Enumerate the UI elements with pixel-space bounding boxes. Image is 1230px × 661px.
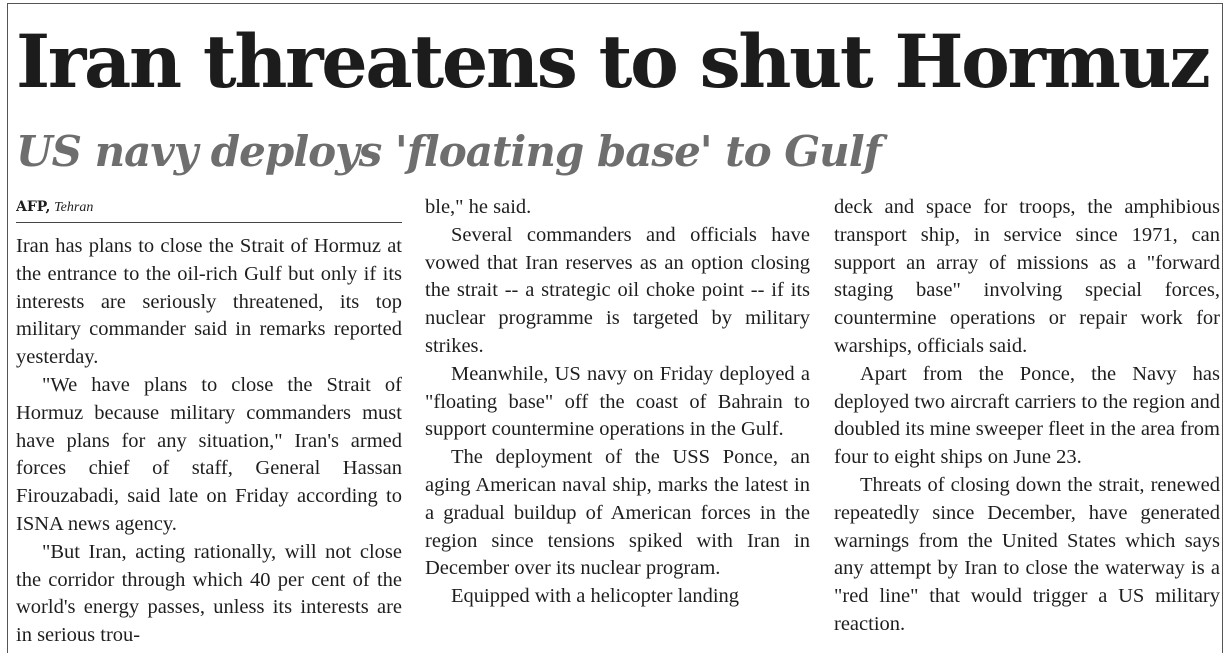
paragraph: The deployment of the USS Ponce, an aging American naval ship, marks the latest in a gradual buildup of American forces in the region since tensions spiked with Iran in December over its nuclear program. — [425, 446, 810, 580]
byline-place: Tehran — [54, 200, 94, 215]
paragraph: "But Iran, acting rationally, will not close the corridor through which 40 per cent of the world's energy passes, unless its interests are in serious trou- — [16, 540, 402, 647]
byline — [16, 192, 402, 223]
paragraph: Iran has plans to close the Strait of Hormuz at the entrance to the oil-rich Gulf but only if its interests are seriously threatened, its top military commander said in remarks reported yesterday. — [16, 235, 402, 369]
paragraph: Equipped with a helicopter landing — [451, 585, 740, 608]
article-column-1 — [16, 192, 402, 652]
byline-agency: AFP, — [16, 199, 51, 215]
subheadline: US navy deploys 'floating base' to Gulf — [16, 127, 881, 176]
paragraph: ble," he said. — [425, 196, 532, 218]
paragraph: Meanwhile, US navy on Friday deployed a "floating base" off the coast of Bahrain to support countermine operations in the Gulf. — [425, 362, 810, 441]
article-column-2 — [425, 192, 810, 652]
article-column-3 — [834, 192, 1220, 652]
paragraph: deck and space for troops, the amphibious transport ship, in service since 1971, can support an array of missions as a "forward staging base" involving special forces, countermine operations or repair work for warships, officials said. — [834, 196, 1220, 357]
headline: Iran threatens to shut Hormuz — [16, 19, 1209, 105]
paragraph: Threats of closing down the strait, renewed repeatedly since December, have generated warnings from the United States which says any attempt by Iran to close the waterway is a "red line" that would trigger a US military reaction. — [834, 473, 1220, 635]
paragraph: "We have plans to close the Strait of Hormuz because military commanders must have plans for any situation," Iran's armed forces chief of staff, General Hassan Firouzabadi, said late on Friday according to ISNA news agency. — [16, 373, 402, 535]
paragraph: Apart from the Ponce, the Navy has deployed two aircraft carriers to the region and doubled its mine sweeper fleet in the area from four to eight ships on June 23. — [834, 362, 1220, 469]
paragraph: Several commanders and officials have vowed that Iran reserves as an option closing the strait -- a strategic oil choke point -- if its nuclear programme is targeted by military strikes. — [425, 223, 810, 357]
